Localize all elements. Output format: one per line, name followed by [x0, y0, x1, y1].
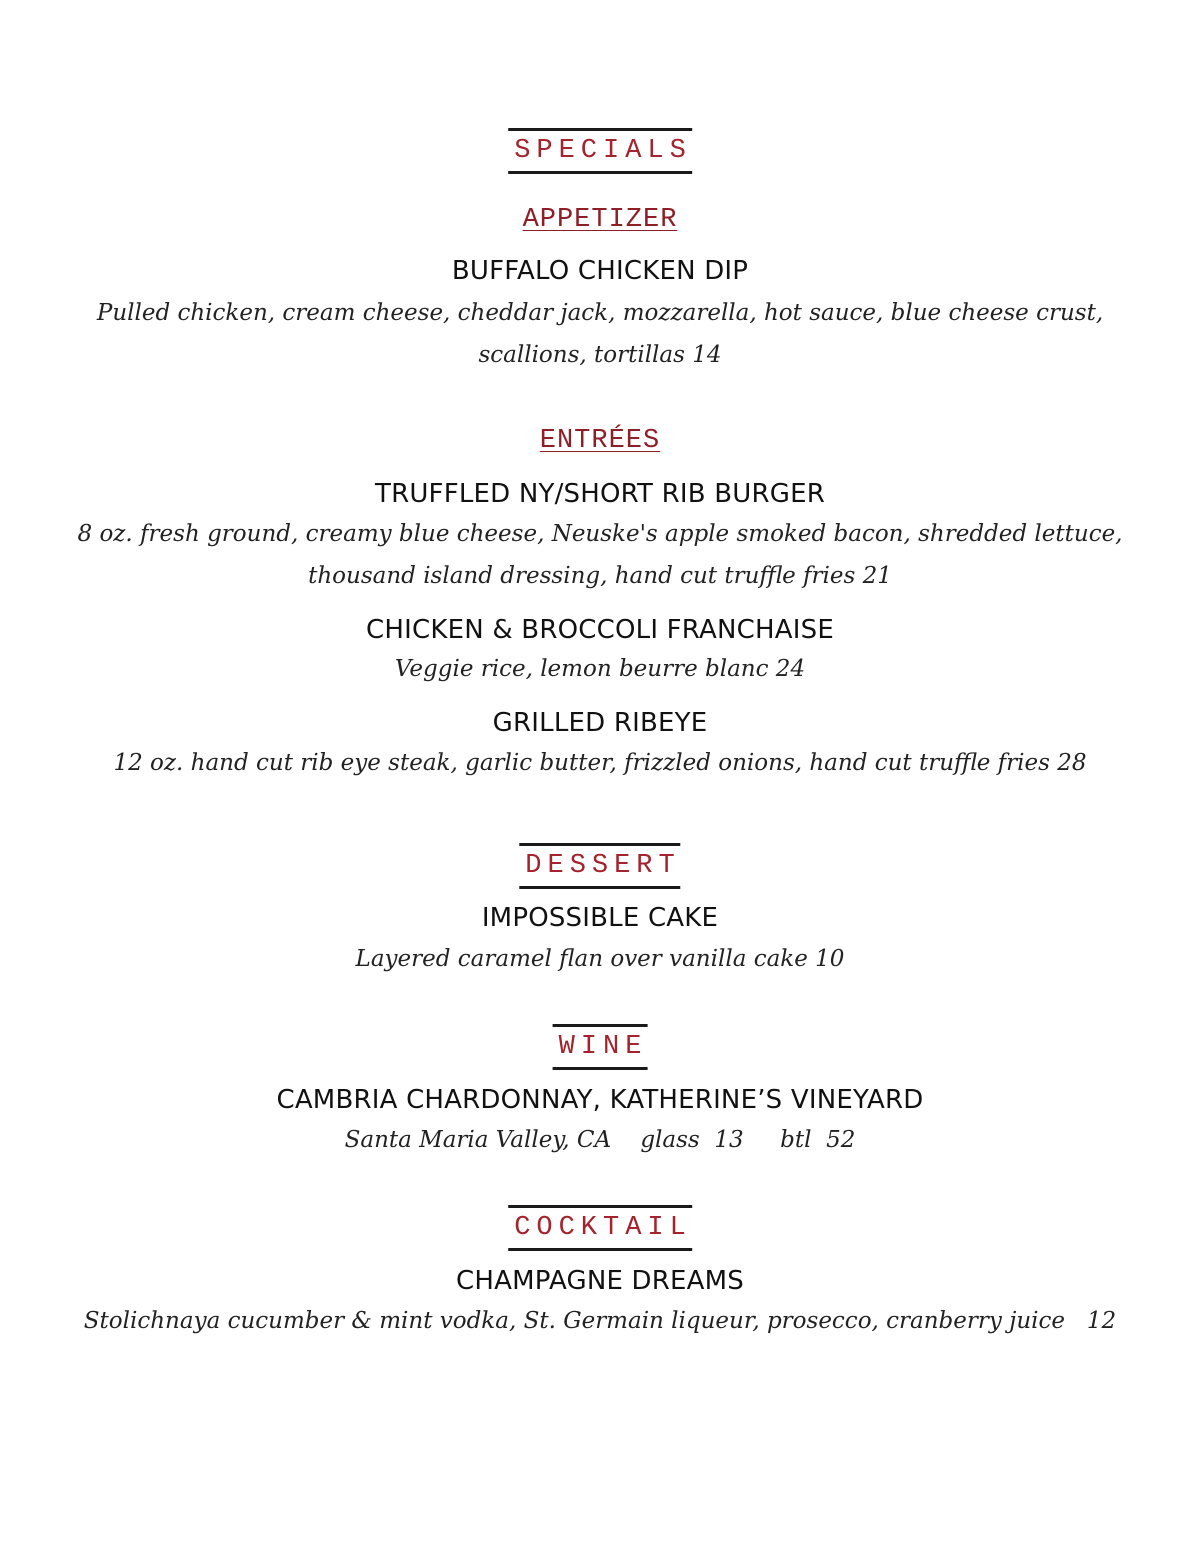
item-buffalo-chicken-dip-desc-line1: Pulled chicken, cream cheese, cheddar jack, mozzarella, hot sauce, blue cheese crust,	[96, 300, 1104, 326]
item-cambria-chardonnay-desc: Santa Maria Valley, CA glass 13 btl 52	[344, 1127, 856, 1153]
entrees-heading: ENTRÉES	[539, 426, 661, 456]
item-buffalo-chicken-dip-name: BUFFALO CHICKEN DIP	[451, 256, 749, 286]
item-chicken-broccoli-name: CHICKEN & BROCCOLI FRANCHAISE	[366, 615, 834, 645]
item-champagne-dreams-name: CHAMPAGNE DREAMS	[456, 1266, 744, 1296]
appetizer-heading: APPETIZER	[522, 205, 678, 235]
item-truffled-burger-name: TRUFFLED NY/SHORT RIB BURGER	[374, 479, 826, 509]
dessert-heading: DESSERT	[519, 843, 680, 889]
cocktail-heading: COCKTAIL	[508, 1205, 692, 1251]
item-truffled-burger-desc-line1: 8 oz. fresh ground, creamy blue cheese, Neuske's apple smoked bacon, shredded lettuce,	[77, 521, 1123, 547]
item-buffalo-chicken-dip-desc-line2: scallions, tortillas 14	[478, 342, 722, 368]
item-chicken-broccoli-desc: Veggie rice, lemon beurre blanc 24	[394, 656, 806, 682]
item-impossible-cake-desc: Layered caramel flan over vanilla cake 10	[355, 946, 845, 972]
item-grilled-ribeye-name: GRILLED RIBEYE	[492, 708, 708, 738]
specials-heading: SPECIALS	[508, 128, 692, 174]
wine-heading: WINE	[553, 1024, 648, 1070]
item-impossible-cake-name: IMPOSSIBLE CAKE	[481, 903, 719, 933]
item-truffled-burger-desc-line2: thousand island dressing, hand cut truffle fries 21	[308, 563, 892, 589]
item-grilled-ribeye-desc: 12 oz. hand cut rib eye steak, garlic butter, frizzled onions, hand cut truffle fries 28	[113, 750, 1087, 776]
item-cambria-chardonnay-name: CAMBRIA CHARDONNAY, KATHERINE’S VINEYARD	[276, 1085, 924, 1115]
item-champagne-dreams-desc: Stolichnaya cucumber & mint vodka, St. Germain liqueur, prosecco, cranberry juice 12	[83, 1308, 1117, 1334]
